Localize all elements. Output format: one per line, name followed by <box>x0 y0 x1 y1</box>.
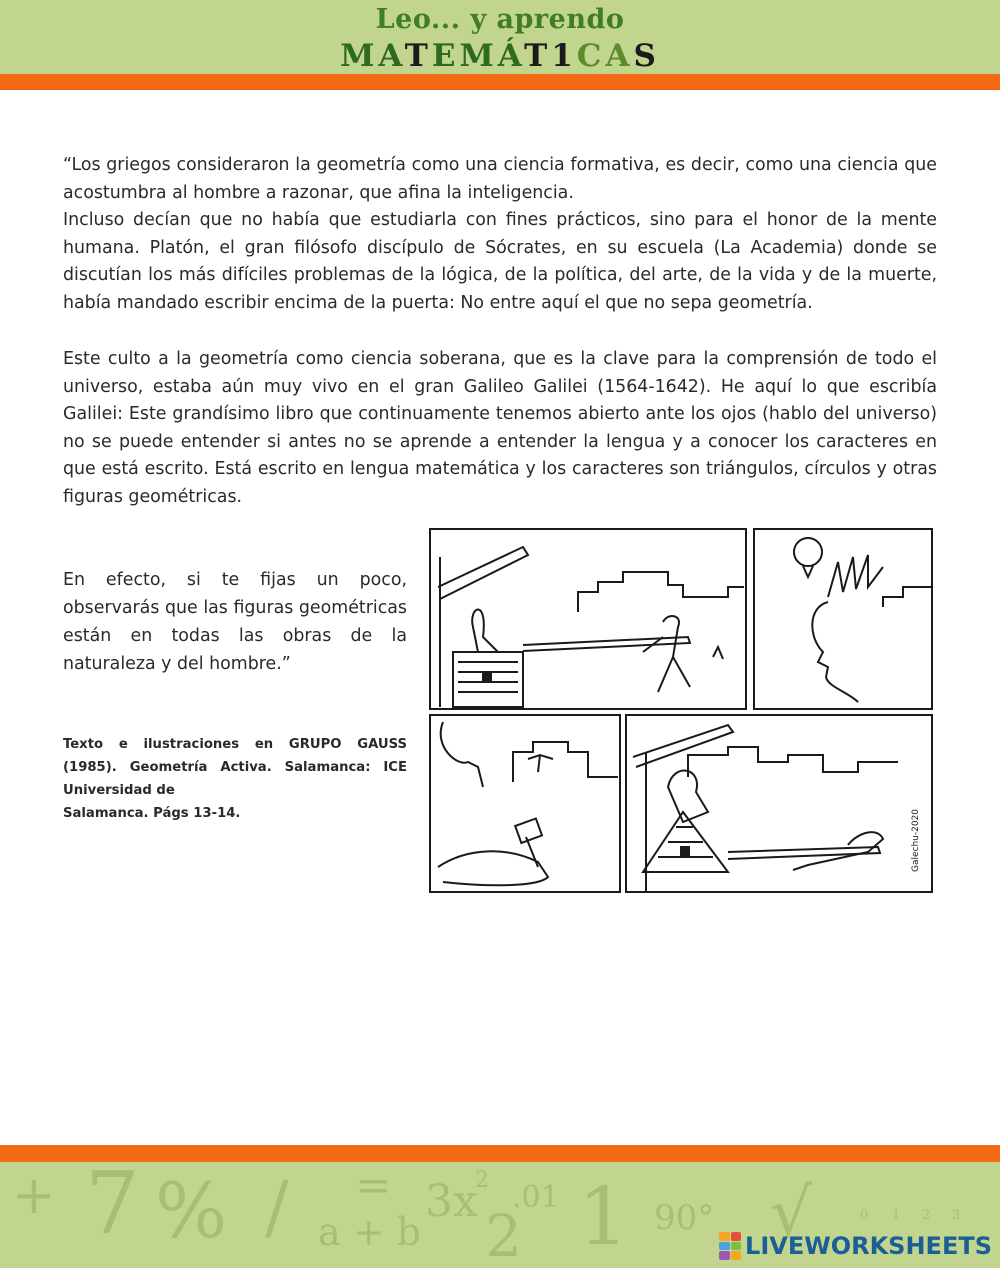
comic-strip <box>428 527 934 894</box>
liveworksheets-brand[interactable] <box>719 1228 992 1264</box>
credit-line1: Texto e ilustraciones en GRUPO GAUSS (1985). Geometría Activa. Salamanca: ICE Universidad de <box>63 737 407 798</box>
footer-symbol-two: 2 <box>485 1202 522 1270</box>
footer-scale-2: 2 <box>922 1208 931 1223</box>
footer-symbol-equals: = <box>355 1160 392 1211</box>
footer-symbol-plus: + <box>12 1166 56 1226</box>
footer-symbol-3x: 3x <box>425 1176 478 1227</box>
footer-symbol-percent: % <box>155 1166 228 1255</box>
footer-symbol-seven: 7 <box>85 1154 140 1254</box>
footer-symbol-decimal: .01 <box>512 1180 560 1215</box>
comic-panel-4 <box>626 715 932 892</box>
header-band <box>0 0 1000 74</box>
paragraph-galileo: Este culto a la geometría como ciencia soberana, que es la clave para la comprensión de todo el universo, estaba aún muy vivo en el gran Galileo Galilei (1564-1642). He aquí lo que escribía Galilei: Este grandísimo libro que continuamente tenemos abierto ante los ojos (hablo del universo) no se puede entender si antes no se aprende a entender la lengua y a conocer los caracteres en que está escrito. Está escrito en lengua matemática y los caracteres son triángulos, círculos y otras figuras geométricas. <box>63 349 937 507</box>
credit-note <box>63 733 407 825</box>
comic-signature: Galechu-2020 <box>911 808 921 872</box>
footer-symbol-sqrt: √ <box>770 1174 813 1251</box>
comic-panel-3 <box>430 715 620 892</box>
footer-symbol-slash: / <box>265 1166 289 1248</box>
comic-panel-2 <box>754 529 932 709</box>
paragraph-conclusion: En efecto, si te fijas un poco, observarás que las figuras geométricas están en todas las obras de la naturaleza y del hombre.” <box>63 570 407 674</box>
credit-line2: Salamanca. Págs 13-14. <box>63 806 241 821</box>
footer-scale-0: 0 <box>860 1208 869 1223</box>
liveworksheets-logo-icon <box>719 1232 741 1260</box>
footer-symbol-one: 1 <box>578 1170 629 1263</box>
header-orange-bar <box>0 74 1000 90</box>
paragraph-greeks <box>63 152 937 317</box>
paragraph-greeks-line1: “Los griegos consideraron la geometría como una ciencia formativa, es decir, como una ciencia que acostumbra al hombre a razonar, que afina la inteligencia. <box>63 155 937 203</box>
header-subtitle: MATEMÁT1CAS <box>340 38 660 74</box>
footer-symbol-ninety: 90° <box>654 1198 715 1238</box>
footer-scale-3: 3 <box>952 1208 961 1223</box>
header-title: Leo... y aprendo <box>375 4 625 35</box>
footer-symbol-aplusb: a + b <box>318 1210 421 1254</box>
footer-orange-bar <box>0 1145 1000 1162</box>
liveworksheets-brand-text: LIVEWORKSHEETS <box>745 1232 992 1260</box>
footer-scale-1: 1 <box>892 1208 901 1223</box>
paragraph-plato: Incluso decían que no había que estudiarla con fines prácticos, sino para el honor de la mente humana. Platón, el gran filósofo discípulo de Sócrates, en su escuela (La Academia) donde se discutían los más difíciles problemas de la lógica, de la política, del arte, de la vida y de la muerte, había mandado escribir encima de la puerta: No entre aquí el que no sepa geometría. <box>63 210 937 313</box>
footer-symbol-exponent: 2 <box>475 1168 489 1193</box>
